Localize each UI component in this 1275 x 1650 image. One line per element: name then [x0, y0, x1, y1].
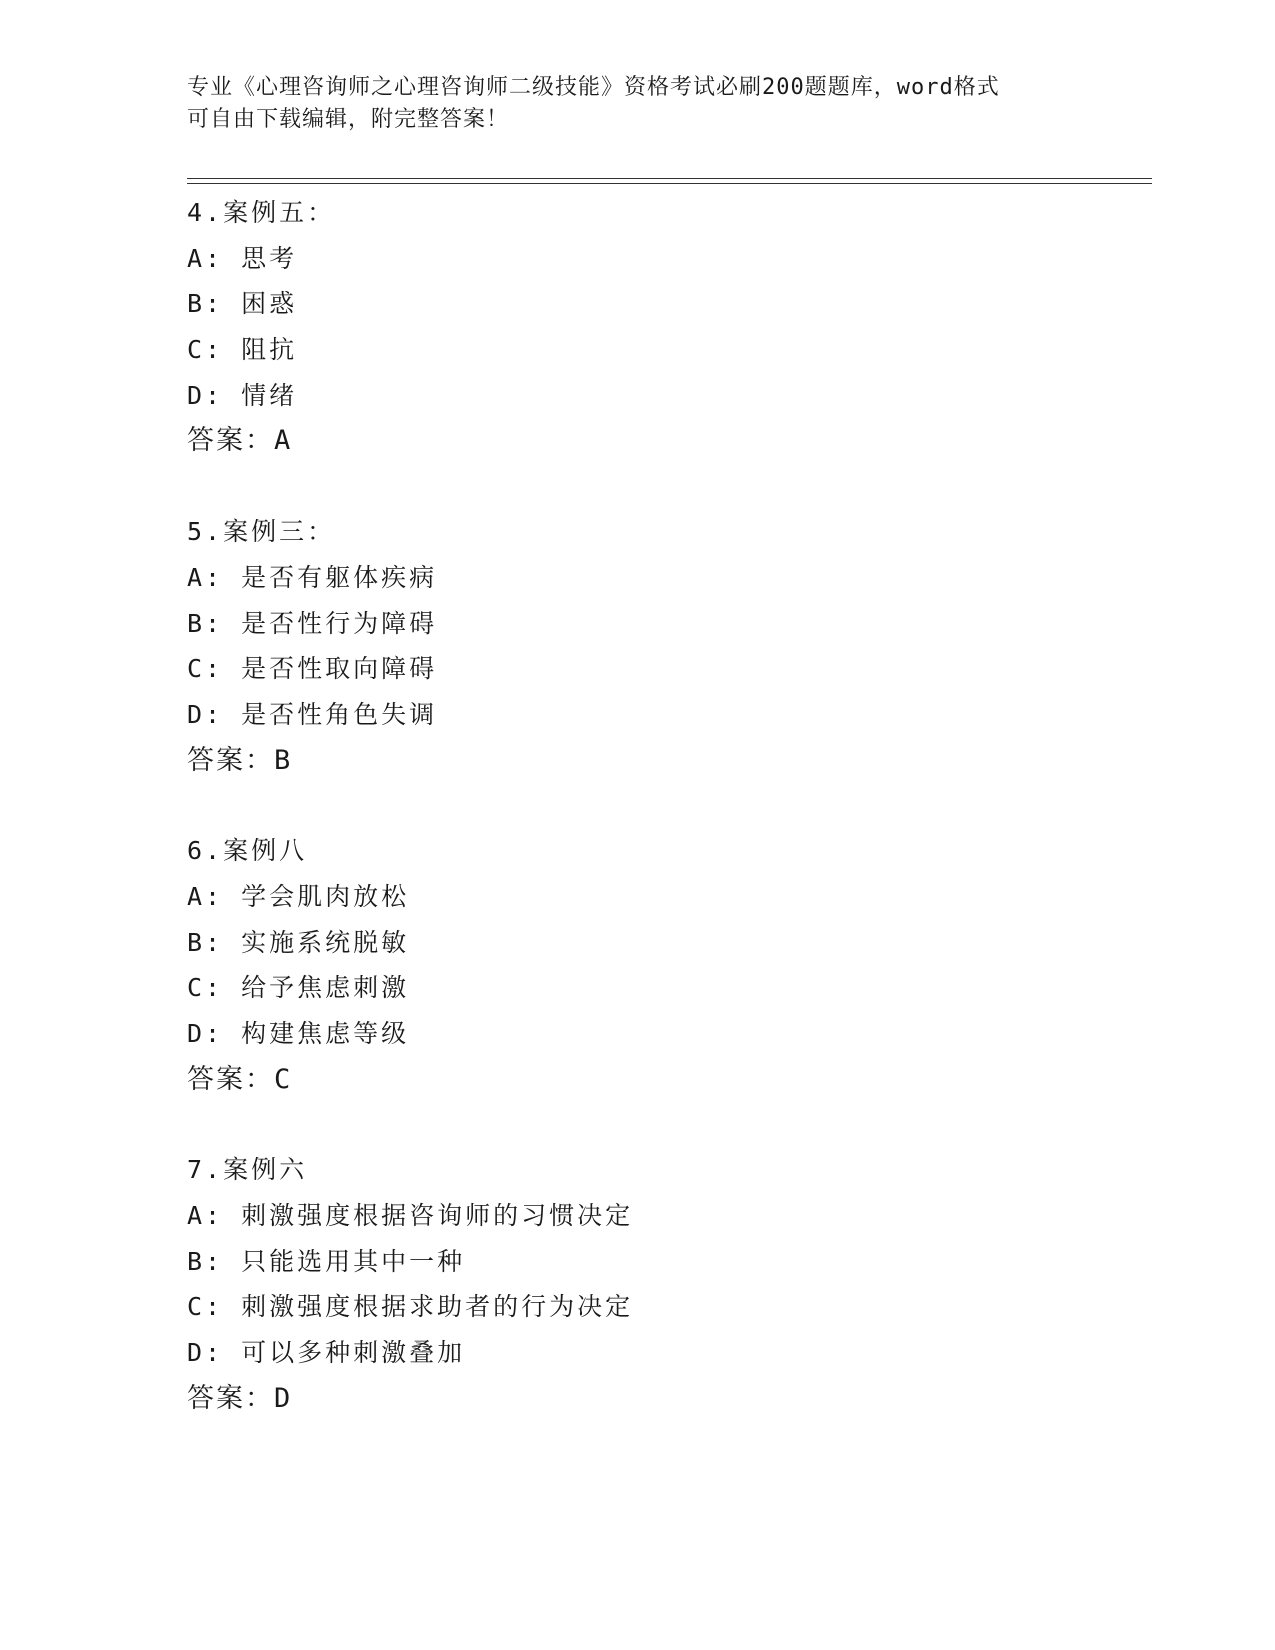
answer-key: 答案：D: [187, 1382, 293, 1414]
option-c: C: 给予焦虑刺激: [187, 973, 410, 1003]
question-title: 6.案例八: [187, 836, 308, 866]
header-divider-bottom: [187, 183, 1152, 184]
option-b: B: 是否性行为障碍: [187, 608, 438, 638]
question-title: 5.案例三：: [187, 517, 336, 547]
header-line-2: 可自由下载编辑，附完整答案！: [187, 107, 510, 132]
option-c: C: 是否性取向障碍: [187, 654, 438, 684]
answer-key: 答案：A: [187, 425, 293, 457]
header-line-1: 专业《心理咨询师之心理咨询师二级技能》资格考试必刷200题题库，word格式: [187, 75, 1000, 100]
question-5: [187, 509, 1147, 783]
question-4: [187, 190, 1147, 464]
option-c: C: 刺激强度根据求助者的行为决定: [187, 1292, 634, 1322]
header-divider-top: [187, 178, 1152, 179]
document-header: [187, 72, 1087, 136]
option-b: B: 只能选用其中一种: [187, 1246, 466, 1276]
answer-key: 答案：B: [187, 744, 293, 776]
option-a: A: 思考: [187, 243, 298, 273]
option-d: D: 是否性角色失调: [187, 699, 438, 729]
option-a: A: 是否有躯体疾病: [187, 562, 438, 592]
option-d: D: 情绪: [187, 380, 298, 410]
option-a: A: 学会肌肉放松: [187, 881, 410, 911]
question-title: 4.案例五：: [187, 198, 336, 227]
question-title: 7.案例六: [187, 1155, 308, 1185]
question-list: [187, 190, 1147, 1467]
option-b: B: 实施系统脱敏: [187, 927, 410, 957]
question-7: [187, 1147, 1147, 1421]
option-c: C: 阻抗: [187, 335, 298, 365]
option-d: D: 可以多种刺激叠加: [187, 1338, 466, 1368]
question-6: [187, 828, 1147, 1102]
answer-key: 答案：C: [187, 1063, 293, 1095]
option-b: B: 困惑: [187, 289, 298, 319]
option-d: D: 构建焦虑等级: [187, 1019, 410, 1048]
option-a: A: 刺激强度根据咨询师的习惯决定: [187, 1201, 634, 1231]
